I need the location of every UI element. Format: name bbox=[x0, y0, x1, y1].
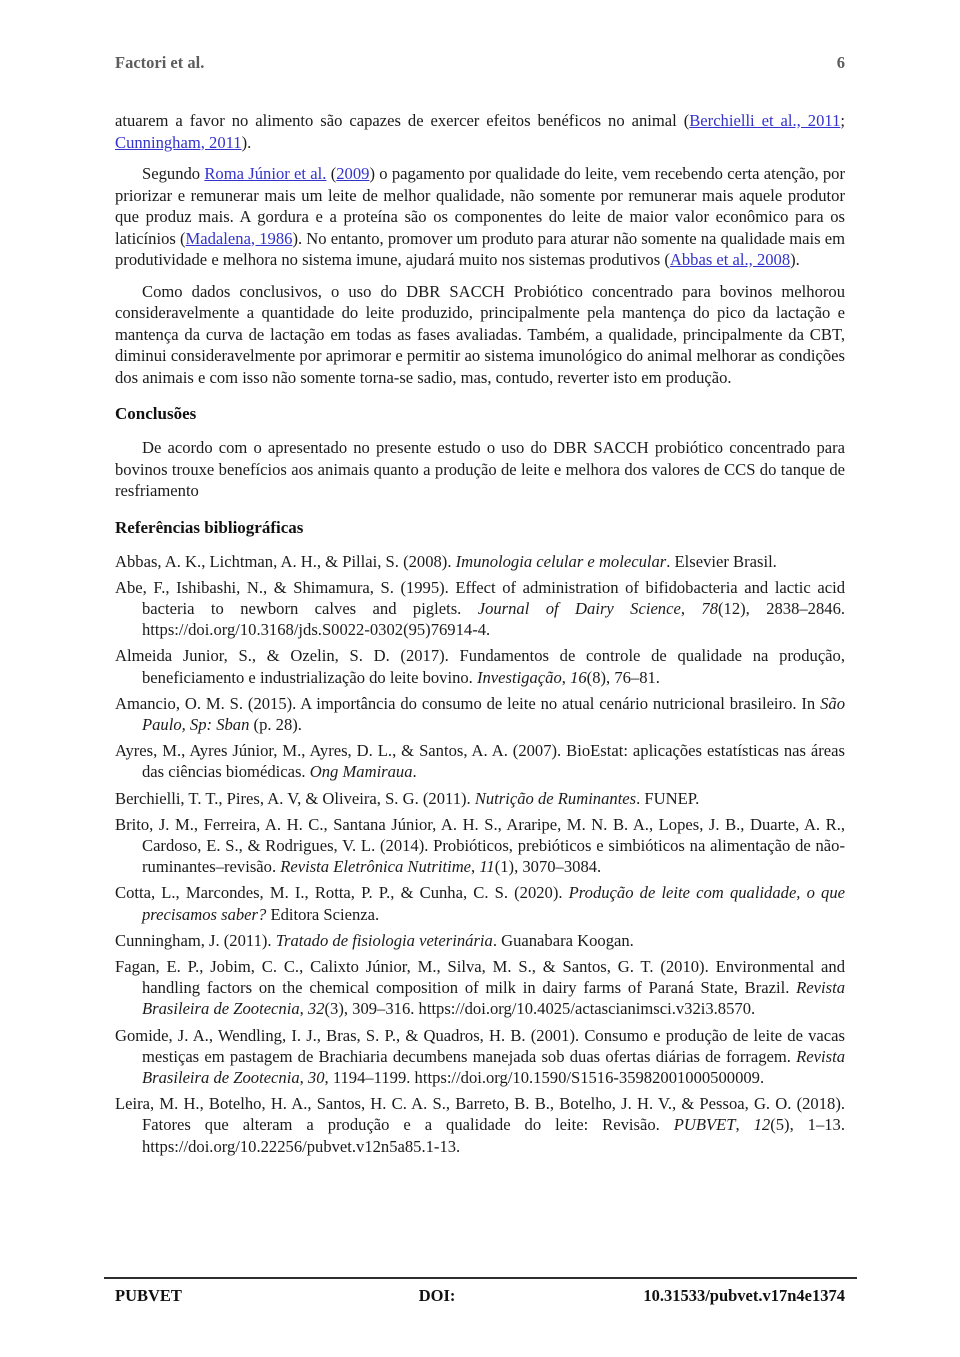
italic-text: Produção de leite com qualidade, o que precisamos saber? bbox=[142, 883, 845, 924]
citation-link[interactable]: Roma Júnior et al. bbox=[204, 164, 327, 183]
text-run: Editora Scienza. bbox=[266, 904, 380, 924]
text-run: Leira, M. H., Botelho, H. A., Santos, H. C. A. S., Barreto, B. B., Botelho, J. H. V., & Pessoa, G. O. (2018). Fatores que alteram a produção e a qualidade do leite: Revisão. bbox=[115, 1094, 845, 1135]
italic-text: Ong Mamiraua bbox=[309, 762, 413, 782]
citation-link[interactable]: Abbas et al., 2008 bbox=[669, 250, 791, 269]
text-run: , 1194–1199. https://doi.org/10.1590/S1516-35982001000500009. bbox=[324, 1067, 765, 1087]
text-run: , bbox=[680, 598, 702, 618]
text-run: Gomide, J. A., Wendling, I. J., Bras, S. P., & Quadros, H. B. (2001). Consumo e produção de leite de vacas mestiças em pastagem de Brachiaria decumbens manejada sob duas ofertas diárias de forragem. bbox=[115, 1025, 845, 1066]
italic-text: Investigação bbox=[476, 667, 562, 687]
italic-text: Revista Eletrônica Nutritime bbox=[280, 857, 472, 877]
reference-entry bbox=[115, 788, 845, 809]
text-run: De acordo com o apresentado no presente estudo o uso do DBR SACCH probiótico concentrado para bovinos trouxe benefícios aos animais quanto a produção de leite e melhora dos valores de CCS do tanque de resfriamento bbox=[115, 438, 845, 500]
text-run: Brito, J. M., Ferreira, A. H. C., Santana Júnior, A. H. S., Araripe, M. N. B. A., Lopes, J. B., Duarte, A. R., Cardoso, E. S., & Rodrigues, V. L. (2014). Probióticos, prebióticos e simbióticos na alimentação de não-ruminantes–revisão. bbox=[115, 814, 845, 877]
italic-text: Revista Brasileira de Zootecnia bbox=[142, 978, 845, 1019]
text-run: (3), 309–316. https://doi.org/10.4025/actascianimsci.v32i3.8570. bbox=[324, 999, 756, 1019]
italic-text: PUBVET bbox=[673, 1115, 736, 1135]
page-content bbox=[115, 110, 845, 1162]
text-run: Cunningham, J. (2011). bbox=[115, 930, 276, 950]
text-run: (5), 1–13. https://doi.org/10.22256/pubvet.v12n5a85.1-13. bbox=[142, 1115, 846, 1156]
citation-link[interactable]: Berchielli et al., 2011 bbox=[689, 111, 841, 130]
body-paragraph bbox=[115, 163, 845, 271]
reference-entry bbox=[115, 693, 845, 735]
text-run: (12), 2838–2846. https://doi.org/10.3168/jds.S0022-0302(95)76914-4. bbox=[142, 598, 846, 640]
italic-text: Journal of Dairy Science bbox=[477, 598, 681, 618]
section-heading-conclusions: Conclusões bbox=[115, 404, 197, 423]
running-head-authors: Factori et al. bbox=[115, 53, 205, 72]
reference-entry bbox=[115, 645, 845, 687]
text-run: Amancio, O. M. S. (2015). A importância do consumo de leite no atual cenário nutricional brasileiro. In bbox=[115, 693, 821, 713]
reference-entry bbox=[115, 551, 845, 572]
text-run: , bbox=[735, 1115, 754, 1135]
reference-entry bbox=[115, 882, 845, 924]
reference-entry bbox=[115, 740, 845, 782]
text-run: Almeida Junior, S., & Ozelin, S. D. (2017). Fundamentos de controle de qualidade na produção, beneficiamento e industrialização do leite bovino. bbox=[115, 646, 845, 687]
reference-entry bbox=[115, 814, 845, 878]
footer-divider bbox=[104, 1277, 857, 1279]
page-number: 6 bbox=[836, 53, 845, 72]
italic-text: 16 bbox=[570, 667, 587, 687]
footer-journal-name: PUBVET bbox=[115, 1286, 182, 1305]
text-run: ). No entanto, promover um produto para aturar não somente na qualidade mais em produtividade e melhora no sistema imune, ajudará muito nos sistemas produtivos ( bbox=[115, 228, 845, 269]
text-run: Segundo bbox=[142, 164, 205, 183]
conclusions-paragraph bbox=[115, 437, 845, 502]
text-run: (1), 3070–3084. bbox=[494, 857, 602, 877]
page-footer bbox=[115, 1286, 845, 1306]
italic-text: 30 bbox=[307, 1067, 325, 1087]
text-run: Abbas, A. K., Lichtman, A. H., & Pillai, S. (2008). bbox=[115, 551, 456, 571]
italic-text: 11 bbox=[479, 857, 495, 877]
text-run: Berchielli, T. T., Pires, A. V, & Oliveira, S. G. (2011). bbox=[115, 788, 475, 808]
text-run: (p. 28). bbox=[249, 714, 302, 734]
italic-text: Imunologia celular e molecular bbox=[455, 551, 667, 571]
footer-doi-label: DOI: bbox=[418, 1286, 456, 1305]
italic-text: 32 bbox=[307, 999, 325, 1019]
text-run: ( bbox=[326, 164, 337, 183]
text-run: , bbox=[471, 857, 480, 877]
text-run: ; bbox=[840, 111, 845, 130]
section-heading-references: Referências bibliográficas bbox=[115, 517, 304, 537]
text-run: Ayres, M., Ayres Júnior, M., Ayres, D. L., & Santos, A. A. (2007). BioEstat: aplicações estatísticas nas áreas das ciências biomédicas. bbox=[115, 741, 845, 782]
reference-entry bbox=[115, 1025, 845, 1089]
footer-doi-value: 10.31533/pubvet.v17n4e1374 bbox=[643, 1286, 845, 1305]
text-run: Abe, F., Ishibashi, N., & Shimamura, S. (1995). Effect of administration of bifidobacteria and lactic acid bacteria to newborn calves and piglets. bbox=[115, 577, 845, 618]
reference-entry bbox=[115, 956, 845, 1020]
body-paragraph bbox=[115, 110, 845, 153]
citation-link[interactable]: 2009 bbox=[336, 164, 370, 183]
text-run: ). bbox=[790, 250, 800, 269]
citation-link[interactable]: Madalena, 1986 bbox=[185, 228, 293, 248]
text-run: ). bbox=[241, 132, 252, 152]
italic-text: Revista Brasileira de Zootecnia bbox=[142, 1046, 845, 1087]
text-run: . Elsevier Brasil. bbox=[666, 551, 777, 571]
running-header bbox=[115, 53, 845, 73]
reference-entry bbox=[115, 1093, 845, 1157]
italic-text: Nutrição de Ruminantes bbox=[474, 788, 637, 808]
text-run: . FUNEP. bbox=[636, 788, 700, 808]
text-run: Cotta, L., Marcondes, M. I., Rotta, P. P., & Cunha, C. S. (2020). bbox=[115, 883, 569, 903]
italic-text: 78 bbox=[701, 598, 718, 618]
italic-text: Tratado de fisiologia veterinária bbox=[275, 930, 493, 950]
reference-list bbox=[115, 551, 845, 1157]
text-run: ) o pagamento por qualidade do leite, vem recebendo certa atenção, por priorizar e remunerar mais um leite de melhor qualidade, não somente por remunerar mais aquele produtor que produz mais. A gordura e a proteína são os componentes do leite de maior valor econômico para os laticínios ( bbox=[115, 164, 845, 248]
italic-text: 12 bbox=[753, 1115, 771, 1135]
text-run: . bbox=[412, 762, 417, 782]
text-run: . Guanabara Koogan. bbox=[492, 930, 634, 950]
text-run: , bbox=[299, 999, 308, 1019]
citation-link[interactable]: Cunningham, 2011 bbox=[115, 132, 242, 152]
text-run: Fagan, E. P., Jobim, C. C., Calixto Júnior, M., Silva, M. S., & Santos, G. T. (2010). Environmental and handling factors on the chemical composition of milk in dairy farms of Paraná State, Brazil. bbox=[115, 956, 845, 998]
italic-text: São Paulo, Sp: Sban bbox=[142, 693, 845, 734]
text-run: (8), 76–81. bbox=[586, 667, 660, 687]
text-run: atuarem a favor no alimento são capazes de exercer efeitos benéficos no animal ( bbox=[115, 111, 690, 130]
text-run: Como dados conclusivos, o uso do DBR SACCH Probiótico concentrado para bovinos melhorou consideravelmente a quantidade do leite produzido, principalmente pela mantença do pico da lactação e mantença da curva de lactação em todas as fases avaliadas. Também, a qualidade, principalmente da CBT, diminui consideravelmente por aprimorar e permitir ao sistema imunológico do animal melhorar as condições dos animais e com isso não somente torna-se sadio, mas, contudo, reverter isto em produção. bbox=[115, 281, 845, 387]
reference-entry bbox=[115, 930, 845, 951]
text-run: , bbox=[299, 1067, 308, 1087]
reference-entry bbox=[115, 577, 845, 641]
text-run: , bbox=[561, 667, 571, 687]
body-paragraph bbox=[115, 281, 845, 389]
